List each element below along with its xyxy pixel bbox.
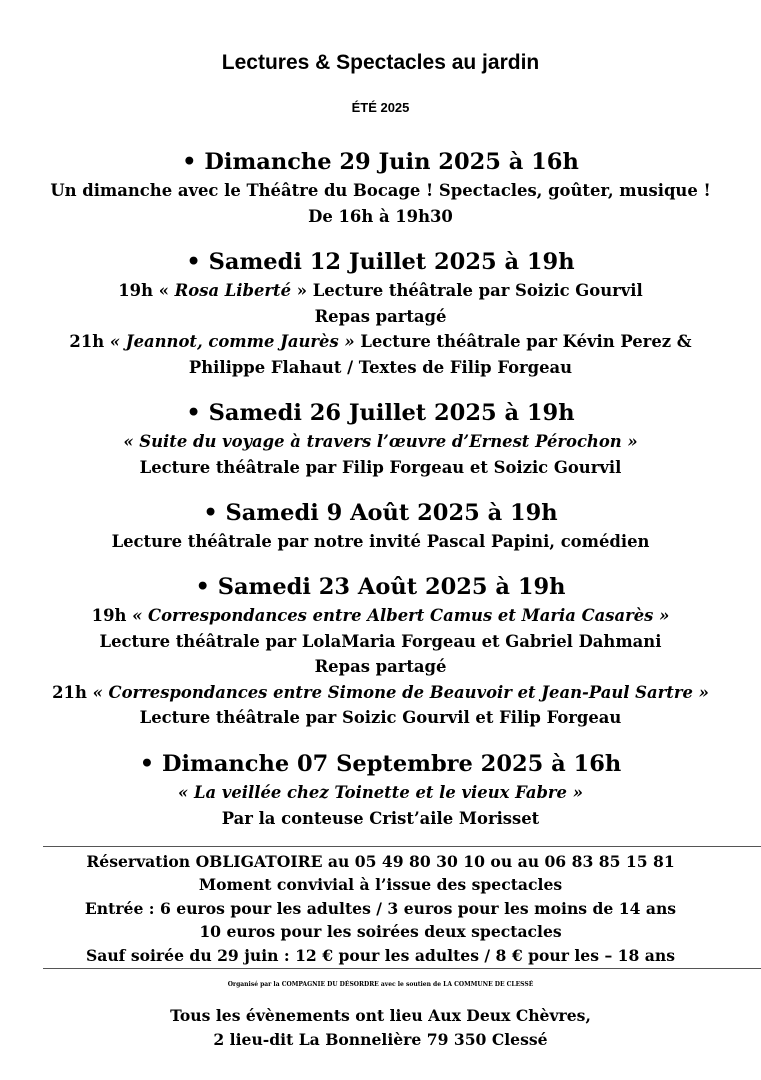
event-block xyxy=(0,397,761,480)
event-date: • Samedi 26 Juillet 2025 à 19h xyxy=(186,400,575,426)
event-detail-line xyxy=(0,529,761,555)
event-detail-line xyxy=(0,304,761,330)
page-title: Lectures & Spectacles au jardin xyxy=(221,51,540,74)
event-block xyxy=(0,748,761,831)
event-block xyxy=(0,246,761,380)
event-date: • Samedi 12 Juillet 2025 à 19h xyxy=(186,249,575,275)
organizer-note: Organisé par la COMPAGNIE DU DÉSORDRE avec le soutien de LA COMMUNE DE CLESSÉ xyxy=(227,981,534,988)
event-detail-line xyxy=(0,806,761,832)
event-detail-line xyxy=(0,455,761,481)
event-date: • Samedi 23 Août 2025 à 19h xyxy=(195,574,566,600)
event-text: Repas partagé xyxy=(314,657,447,676)
work-title: Rosa Liberté xyxy=(174,281,292,300)
event-detail-line xyxy=(0,705,761,731)
event-text: Lecture théâtrale par Kévin Perez & xyxy=(354,332,692,351)
event-text: Philippe Flahaut / Textes de Filip Forgeau xyxy=(188,357,573,377)
event-text: Lecture théâtrale par LolaMaria Forgeau et Gabriel Dahmani xyxy=(99,631,662,651)
work-title: « Correspondances entre Simone de Beauvoir et Jean-Paul Sartre » xyxy=(92,682,709,702)
event-text: Un dimanche avec le Théâtre du Bocage ! Spectacles, goûter, musique ! xyxy=(50,181,711,200)
reservation-info xyxy=(0,850,761,967)
convivial-line: Moment convivial à l’issue des spectacles xyxy=(198,875,563,895)
event-date: • Samedi 9 Août 2025 à 19h xyxy=(203,500,558,526)
event-date: • Dimanche 07 Septembre 2025 à 16h xyxy=(139,751,622,777)
event-detail-line xyxy=(0,654,761,680)
work-title: « La veillée chez Toinette et le vieux Fabre » xyxy=(178,783,583,802)
work-title: « Jeannot, comme Jaurès » xyxy=(109,332,355,351)
venue-address: 2 lieu-dit La Bonnelière 79 350 Clessé xyxy=(213,1030,548,1049)
event-text: Lecture théâtrale par notre invité Pascal Papini, comédien xyxy=(111,532,650,551)
event-text: 19h xyxy=(91,606,133,625)
reservation-line: Réservation OBLIGATOIRE au 05 49 80 30 10 ou au 06 83 85 15 81 xyxy=(86,852,675,871)
event-detail-line xyxy=(0,178,761,204)
event-detail-line xyxy=(0,429,761,455)
event-text: » Lecture théâtrale par Soizic Gourvil xyxy=(291,281,643,300)
event-block xyxy=(0,571,761,731)
event-detail-line xyxy=(0,680,761,706)
event-detail-line xyxy=(0,278,761,304)
event-date: • Dimanche 29 Juin 2025 à 16h xyxy=(182,149,579,175)
event-detail-line xyxy=(0,204,761,230)
venue-line: Tous les évènements ont lieu Aux Deux Chèvres, xyxy=(170,1006,591,1025)
event-detail-line xyxy=(0,629,761,655)
event-text: Repas partagé xyxy=(314,306,447,326)
event-block xyxy=(0,146,761,229)
work-title: « Suite du voyage à travers l’œuvre d’Ernest Pérochon » xyxy=(123,432,638,451)
event-detail-line xyxy=(0,355,761,381)
event-text: Lecture théâtrale par Filip Forgeau et Soizic Gourvil xyxy=(139,457,622,477)
venue-info xyxy=(0,1004,761,1052)
top-divider xyxy=(43,846,761,847)
page-subtitle: ÉTÉ 2025 xyxy=(351,100,410,115)
event-text: 21h xyxy=(69,332,110,351)
exception-price-line: Sauf soirée du 29 juin : 12 € pour les adultes / 8 € pour les – 18 ans xyxy=(85,945,676,965)
event-detail-line xyxy=(0,603,761,629)
event-text: De 16h à 19h30 xyxy=(308,206,453,226)
event-detail-line xyxy=(0,780,761,806)
price-line: Entrée : 6 euros pour les adultes / 3 euros pour les moins de 14 ans xyxy=(84,898,677,918)
work-title: « Correspondances entre Albert Camus et Maria Casarès » xyxy=(132,606,670,625)
event-text: 19h « xyxy=(118,281,175,300)
event-text: 21h xyxy=(52,682,93,702)
event-detail-line xyxy=(0,329,761,355)
event-block xyxy=(0,497,761,555)
event-text: Lecture théâtrale par Soizic Gourvil et Filip Forgeau xyxy=(139,708,622,727)
bottom-divider xyxy=(43,968,761,969)
event-text: Par la conteuse Crist’aile Morisset xyxy=(221,808,540,828)
double-show-price-line: 10 euros pour les soirées deux spectacles xyxy=(199,922,562,942)
